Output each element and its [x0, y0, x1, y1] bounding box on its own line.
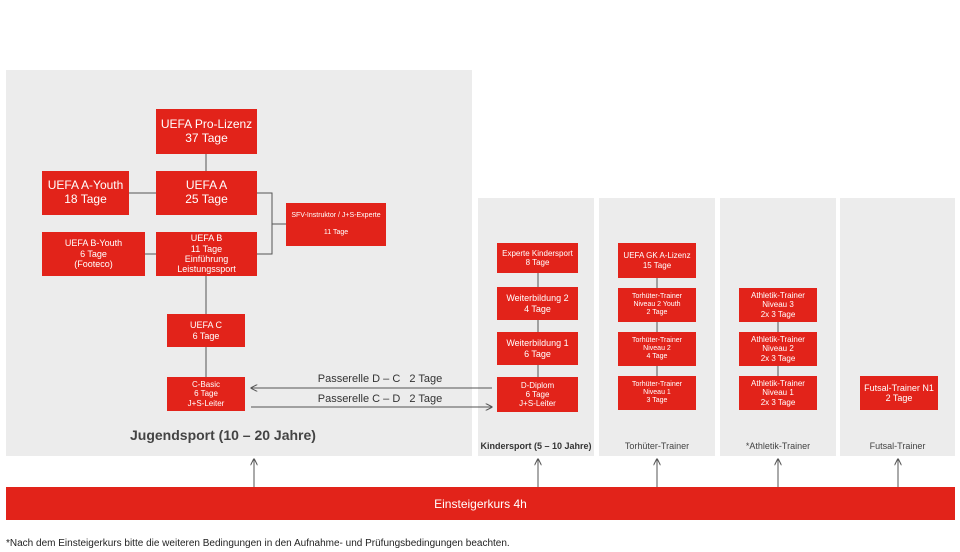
box-uefa-b [156, 232, 257, 276]
passerelle-dc-label: Passerelle D – C 2 Tage [317, 373, 443, 385]
passerelle-cd-label: Passerelle C – D 2 Tage [317, 393, 443, 405]
box-c-basic [167, 377, 245, 411]
box-duration: 2x 3 Tage [760, 353, 796, 363]
box-weiterbildung-2 [497, 287, 578, 320]
box-tw-niveau-1 [618, 376, 696, 410]
torhueter-title: Torhüter-Trainer [624, 441, 690, 451]
box-duration: 6 Tage [194, 389, 218, 399]
box-futsal-n1 [860, 376, 938, 410]
box-uefa-gk-a [618, 243, 696, 278]
box-athletik-niveau-1 [739, 376, 817, 410]
box-duration: 8 Tage [525, 258, 550, 267]
box-duration: 11 Tage [190, 243, 223, 254]
box-title: UEFA A-Youth [47, 178, 124, 193]
box-title: Athletik-Trainer [751, 291, 805, 301]
box-title: Torhüter-Trainer [632, 380, 682, 388]
box-duration: 11 Tage [323, 228, 349, 236]
jugendsport-title: Jugendsport (10 – 20 Jahre) [130, 427, 316, 443]
box-duration: 2 Tage [646, 309, 668, 317]
futsal-title: Futsal-Trainer [869, 441, 926, 451]
box-title: UEFA GK A-Lizenz [623, 251, 691, 261]
box-level: Niveau 2 [762, 344, 794, 354]
box-duration: 4 Tage [524, 303, 551, 314]
box-title: SFV-Instruktor / J+S-Experte [291, 212, 381, 220]
box-duration: 2x 3 Tage [760, 309, 796, 319]
box-duration: 6 Tage [80, 248, 107, 259]
box-note: J+S-Leiter [187, 398, 225, 408]
box-title: UEFA C [189, 320, 222, 331]
box-note: Einführung Leistungssport [177, 254, 236, 275]
box-title: D-Diplom [520, 380, 555, 390]
einsteigerkurs-bar: Einsteigerkurs 4h [6, 487, 955, 520]
box-note: J+S-Leiter [519, 399, 556, 409]
box-duration: 25 Tage [185, 192, 228, 206]
box-level: Niveau 2 Youth [633, 300, 681, 308]
box-duration: 37 Tage [185, 130, 228, 145]
box-uefa-a [156, 171, 257, 215]
box-note: (Footeco) [74, 259, 113, 270]
box-title: Futsal-Trainer N1 [864, 382, 934, 393]
box-duration: 6 Tage [524, 348, 551, 359]
box-title: Torhüter-Trainer [632, 336, 682, 344]
box-uefa-b-youth [42, 232, 145, 276]
box-title: UEFA Pro-Lizenz [160, 116, 253, 131]
box-experte-kindersport [497, 243, 578, 273]
box-uefa-a-youth [42, 171, 129, 215]
box-duration: 18 Tage [64, 192, 107, 206]
box-duration: 4 Tage [646, 353, 668, 361]
box-title: UEFA A [185, 178, 228, 193]
box-tw-niveau-2-youth [618, 288, 696, 322]
footnote: *Nach dem Einsteigerkurs bitte die weiteren Bedingungen in den Aufnahme- und Prüfungsbedingungen beachten. [6, 538, 510, 549]
box-tw-niveau-2 [618, 332, 696, 366]
box-level: Niveau 1 [762, 388, 794, 398]
box-title: Athletik-Trainer [751, 379, 805, 389]
box-level: Niveau 3 [762, 300, 794, 310]
line-bracket-sfv [257, 193, 286, 254]
box-level: Niveau 1 [643, 388, 671, 396]
box-duration: 6 Tage [192, 330, 220, 341]
box-sfv-instruktor [286, 203, 386, 246]
box-athletik-niveau-3 [739, 288, 817, 322]
box-title: Torhüter-Trainer [632, 292, 682, 300]
box-weiterbildung-1 [497, 332, 578, 365]
box-duration: 3 Tage [646, 397, 668, 405]
box-duration: 2 Tage [885, 393, 913, 403]
box-title: Weiterbildung 1 [506, 338, 569, 349]
kindersport-title: Kindersport (5 – 10 Jahre) [480, 441, 592, 451]
box-title: Athletik-Trainer [751, 335, 805, 345]
box-duration: 6 Tage [525, 389, 550, 399]
box-title: C-Basic [191, 380, 220, 390]
box-duration: 15 Tage [642, 260, 672, 270]
box-title: Weiterbildung 2 [506, 293, 569, 304]
box-uefa-c [167, 314, 245, 347]
box-level: Niveau 2 [643, 344, 671, 352]
box-title: UEFA B-Youth [64, 238, 123, 249]
box-title: Experte Kindersport [502, 248, 573, 258]
athletik-title: *Athletik-Trainer [745, 441, 811, 451]
box-d-diplom [497, 377, 578, 412]
box-duration: 2x 3 Tage [760, 397, 796, 407]
box-title: UEFA B [190, 233, 223, 244]
box-athletik-niveau-2 [739, 332, 817, 366]
box-uefa-pro [156, 109, 257, 154]
